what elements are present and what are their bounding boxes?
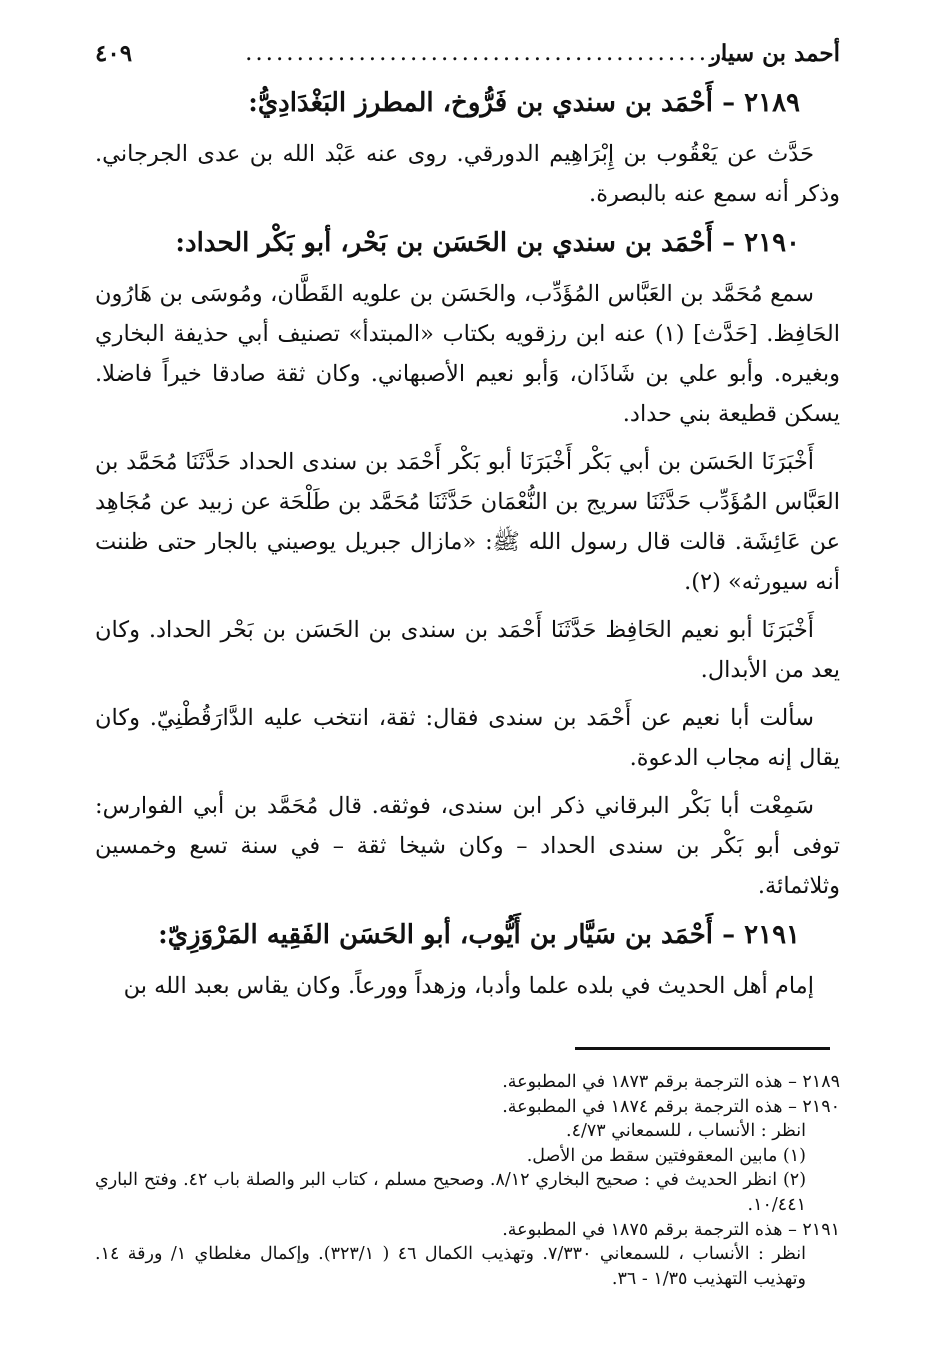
entry-2190-paragraph-4: سألت أبا نعيم عن أَحْمَد بن سندى فقال: ثقة، انتخب عليه الدَّارَقُطْنِيّ. وكان يقال إنه مجاب الدعوة.	[95, 705, 840, 771]
footnote-1: (١) مابين المعقوفتين سقط من الأصل.	[526, 1145, 806, 1166]
header-dot-leader: ................................................	[245, 40, 740, 66]
footnote-2191-sources: انظر : الأنساب ، للسمعاني ٧/٣٣٠. وتهذيب الكمال ٤٦ ( ٣٢٣/١). وإكمال مغلطاي ١/ ورقة ١٤. وتهذيب التهذيب ١/٣٥ - ٣٦.	[95, 1244, 807, 1289]
running-title: أحمد بن سيار	[709, 40, 840, 67]
footnote-2190: ٢١٩٠ – هذه الترجمة برقم ١٨٧٤ في المطبوعة.	[502, 1096, 840, 1117]
entry-2191-paragraph: إمام أهل الحديث في بلده علما وأدبا، وزهداً وورعاً. وكان يقاس بعبد الله بن	[123, 973, 814, 999]
entry-2190-paragraph-3: أَخْبَرَنَا أبو نعيم الحَافِظ حَدَّثَنَا أَحْمَد بن سندى بن الحَسَن بن بَحْر الحداد. وكان يعد من الأبدال.	[95, 617, 840, 683]
footnotes	[95, 1070, 840, 1291]
running-header	[95, 40, 840, 80]
entry-heading-2190: ٢١٩٠ – أَحْمَد بن سندي بن الحَسَن بن بَحْر، أبو بَكْر الحداد:	[175, 228, 800, 258]
entry-2189-paragraph: حَدَّث عن يَعْقُوب بن إِبْرَاهِيم الدورقي. روى عنه عَبْد الله بن عدى الجرجاني. وذكر أنه سمع عنه بالبصرة.	[95, 141, 840, 207]
footnote-2: (٢) انظر الحديث في : صحيح البخاري ٨/١٢. وصحيح مسلم ، كتاب البر والصلة باب ٤٢. وفتح الباري ١٠/٤٤١.	[95, 1170, 807, 1215]
entry-2190-paragraph-2: أَخْبَرَنَا الحَسَن بن أبي بَكْر أَخْبَرَنَا أبو بَكْر أَحْمَد بن سندى الحداد حَدَّثَنَا مُحَمَّد بن العَبَّاس المُؤَدِّب حَدَّثَنَا سريج بن النُّعْمَان حَدَّثَنَا مُحَمَّد بن طَلْحَة عن زبيد عن مُجَاهِد عن عَائِشَة. قالت قال رسول الله ﷺ: «مازال جبريل يوصيني بالجار حتى ظننت أنه سيورثه» (٢).	[95, 449, 840, 595]
entry-heading-2191: ٢١٩١ – أَحْمَد بن سَيَّار بن أَيُّوب، أبو الحَسَن الفَقِيه المَرْوَزِيّ:	[158, 920, 800, 950]
page-number: ٤٠٩	[95, 40, 133, 67]
main-text	[95, 82, 840, 1014]
footnote-2189: ٢١٨٩ – هذه الترجمة برقم ١٨٧٣ في المطبوعة.	[502, 1072, 840, 1092]
entry-2190-paragraph-5: سَمِعْت أبا بَكْر البرقاني ذكر ابن سندى، فوثقه. قال مُحَمَّد بن أبي الفوارس: توفى أبو بَكْر بن سندى الحداد – وكان شيخا ثقة – في سنة تسع وخمسين وثلاثمائة.	[95, 793, 840, 899]
footnote-separator	[575, 1047, 830, 1050]
entry-heading-2189: ٢١٨٩ – أَحْمَد بن سندي بن فَرُّوخ، المطرز البَغْدَادِيُّ:	[248, 88, 800, 118]
entry-2190-paragraph-1: سمع مُحَمَّد بن العَبَّاس المُؤَدِّب، والحَسَن بن علويه القَطَّان، ومُوسَى بن هَارُون الحَافِظ. [حَدَّث] (١) عنه ابن رزقويه بكتاب «المبتدأ» تصنيف أبي حذيفة البخاري وبغيره. وأبو علي بن شَاذَان، وَأبو نعيم الأصبهاني. وكان ثقة صادقا خيراً فاضلا. يسكن قطيعة بني حداد.	[95, 281, 840, 427]
footnote-2191: ٢١٩١ – هذه الترجمة برقم ١٨٧٥ في المطبوعة.	[502, 1219, 840, 1240]
footnote-2190-sources: انظر : الأنساب ، للسمعاني ٤/٧٣.	[565, 1121, 806, 1142]
